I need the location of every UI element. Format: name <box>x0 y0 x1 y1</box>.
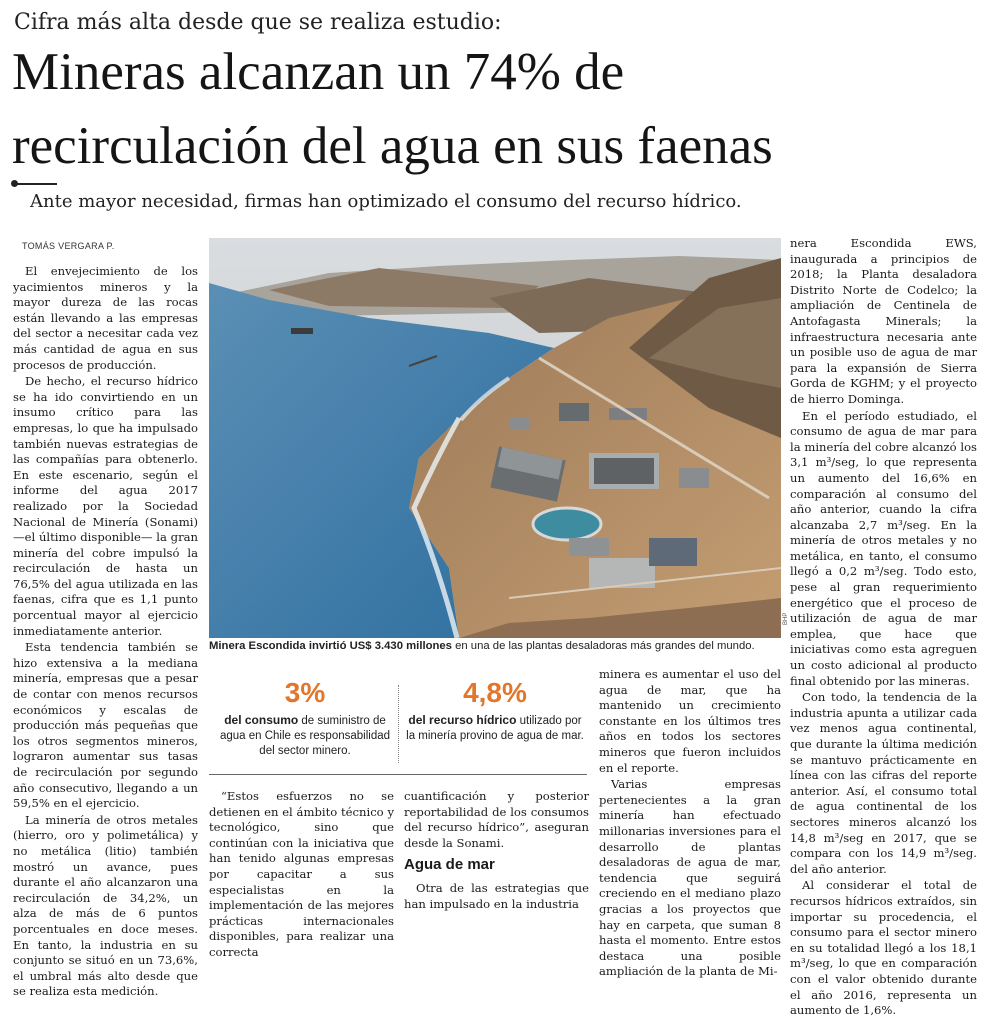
column-1 <box>13 264 198 1001</box>
paragraph: En el período estudiado, el consumo de agua de mar para la minería del cobre alcanzó los 3,1 m³/seg, lo que representa un aumento del 16,6% en comparación al consumo del año anterior, cuando la cifra alcanzaba 2,7 m³/seg. En la minería de otros metales y no metálica, en tanto, el consumo llegó a 0,2 m³/seg. Todo esto, pese al gran requerimiento energético que el proceso de utilización de agua de mar emplea, que hace que iniciativas como esta agreguen un costo adicional al producto final obtenido por las mineras. <box>790 408 977 688</box>
stat-value: 3% <box>284 677 326 708</box>
photo-caption <box>209 640 789 652</box>
paragraph: Con todo, la tendencia de la industria apunta a utilizar cada vez menos agua continental, que durante la última medición se mantuvo prácticamente en línea con las cifras del reporte anterior. Así, el consumo total de agua continental de los sectores mineros alcanzó los 14,8 m³/seg en 2017, que se compara con los 14,9 m³/seg. del año anterior. <box>790 690 977 876</box>
paragraph: Varias empresas pertenecientes a la gran minería han efectuado millonarias inversiones para el desarrollo de plantas desaladoras de agua de mar, tendencia que seguirá creciendo en el mediano plazo gracias a los proyectos que hay en carpeta, que suman 8 hasta el momento. Entre estos destaca una posible ampliación de la planta de Mi- <box>599 777 781 979</box>
stat-consumption <box>215 669 395 759</box>
paragraph: Al considerar el total de recursos hídricos extraídos, sin importar su procedencia, el consumo para el sector minero en su totalidad llegó a los 18,1 m³/seg, lo que en comparación con el valor obtenido durante el año 2016, representa un aumento de 1,6%. <box>790 878 977 1018</box>
paragraph: La minería de otros metales (hierro, oro y polimetálica) y no metálica (litio) también mostró un avance, pues durante el año alcanzaron una recirculación de 34,2%, un alza de más de 6 puntos porcentuales en doce meses. En tanto, la industria en su conjunto se situó en un 73,6%, el umbral más alto desde que se realiza esta medición. <box>13 812 198 999</box>
paragraph: cuantificación y posterior reportabilidad de los consumos del recurso hídrico”, aseguran desde la Sonami. <box>404 789 589 850</box>
stats-rule <box>209 774 587 775</box>
stat-value: 4,8% <box>463 677 527 708</box>
paragraph: nera Escondida EWS, inaugurada a principios de 2018; la Planta desaladora Distrito Norte de Codelco; la ampliación de Centinela de Antofagasta Minerals; la infraestructura necesaria ante un posible uso de agua de mar para la expansión de Sierra Gorda de KGHM; y el proyecto de hierro Dominga. <box>790 236 977 406</box>
stats-divider <box>398 685 399 763</box>
deck-rule <box>13 183 57 185</box>
caption-rest: en una de las plantas desaladoras más grandes del mundo. <box>451 640 755 652</box>
paragraph: “Estos esfuerzos no se detienen en el ámbito técnico y tecnológico, sino que continúan con la iniciativa que han tenido algunas empresas por capacitar a sus especialistas en la implementación de las mejores prácticas internacionales disponibles, para realizar una correcta <box>209 789 394 959</box>
kicker: Cifra más alta desde que se realiza estudio: <box>14 10 502 35</box>
column-middle-3 <box>599 667 781 981</box>
byline: TOMÁS VERGARA P. <box>22 241 115 251</box>
paragraph: El envejecimiento de los yacimientos mineros y la mayor dureza de las rocas están llevando a las empresas del sector a necesitar cada vez más cantidad de agua en sus procesos de producción. <box>13 264 198 372</box>
column-right <box>790 236 977 1020</box>
deck: Ante mayor necesidad, firmas han optimizado el consumo del recurso hídrico. <box>30 191 742 212</box>
photo-credit: BHP <box>783 612 789 625</box>
headline-line-1: Mineras alcanzan un 74% de <box>12 43 625 101</box>
desalination-plant-photo <box>209 238 781 638</box>
stat-label <box>215 713 395 759</box>
subhead-agua-de-mar: Agua de mar <box>404 856 495 874</box>
paragraph: Esta tendencia también se hizo extensiva a la mediana minería, empresas que a pesar de contar con menos recursos económicos y escalas de producción más pequeñas que los otros segmentos mineros, lograron aumentar sus tasas de recirculación por segundo año consecutivo, llegando a un 59,5% en el ejercicio. <box>13 640 198 811</box>
stat-label-rest: utilizado por la minería provino de agua de mar. <box>406 715 584 742</box>
stat-label-rest: de suministro de agua en Chile es responsabilidad del sector minero. <box>219 715 391 757</box>
column-middle-2 <box>404 789 589 913</box>
headline-line-2: recirculación del agua en sus faenas <box>12 117 773 175</box>
aerial-coast-illustration <box>209 238 781 638</box>
stat-seawater <box>405 669 585 744</box>
stat-label-bold: del consumo <box>224 713 299 727</box>
paragraph: De hecho, el recurso hídrico se ha ido convirtiendo en un insumo crítico para las empresas, lo que ha impulsado también nuevas estrategias de las compañías para obtenerlo. En este escenario, según el informe del agua 2017 realizado por la Sociedad Nacional de Minería (Sonami) —el último disponible— la gran minería del cobre impulsó la recirculación de hasta un 76,5% del agua utilizada en las faenas, cifra que es 1,1 punto porcentual mayor al ejercicio inmediatamente anterior. <box>13 374 198 638</box>
stat-label-bold: del recurso hídrico <box>408 713 517 727</box>
stat-label <box>405 713 585 744</box>
paragraph: Otra de las estrategias que han impulsado en la industria <box>404 880 589 911</box>
paragraph: minera es aumentar el uso del agua de mar, que ha mantenido un crecimiento constante en los últimos tres años en todos los sectores mineros que fueron incluidos en el reporte. <box>599 667 781 775</box>
caption-bold: Minera Escondida invirtió US$ 3.430 millones <box>209 640 452 652</box>
